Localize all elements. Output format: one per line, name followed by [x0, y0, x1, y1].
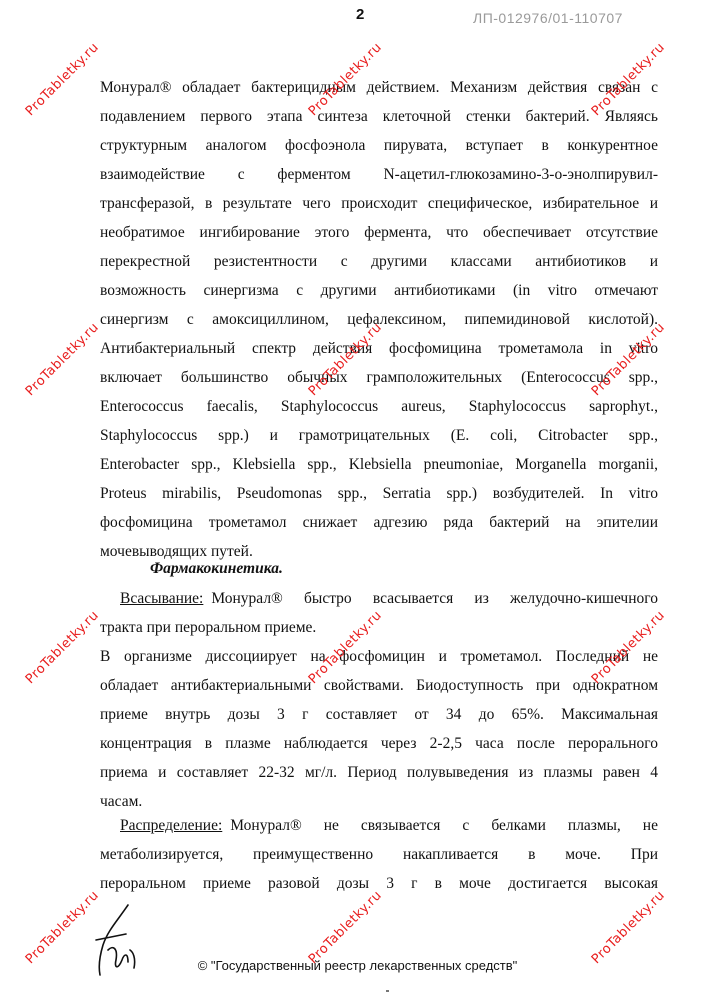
body-line: пероральном приеме разовой дозы 3 г в моче достигается высокая: [100, 875, 658, 892]
watermark: ProTabletky.ru: [305, 39, 386, 120]
watermark: ProTabletky.ru: [305, 319, 386, 400]
body-line: Антибактериальный спектр действия фосфомицина трометамола in vitro: [100, 340, 658, 357]
body-line: необратимое ингибирование этого фермента, что обеспечивает отсутствие: [100, 224, 658, 241]
watermark: ProTabletky.ru: [588, 887, 669, 968]
body-line: В организме диссоциирует на фосфомицин и трометамол. Последний не: [100, 648, 658, 665]
distribution-first-line-text: Монурал® не связывается с белками плазмы, не: [230, 817, 658, 834]
body-line: обладает антибактериальными свойствами. Биодоступность при однократном: [100, 677, 658, 694]
body-line: Enterococcus faecalis, Staphylococcus aureus, Staphylococcus saprophyt.,: [100, 398, 658, 415]
watermark: ProTabletky.ru: [588, 319, 669, 400]
body-line: фосфомицина трометамол снижает адгезию ряда бактерий на эпителии: [100, 514, 658, 531]
page-number: 2: [356, 6, 365, 23]
watermark: ProTabletky.ru: [22, 319, 103, 400]
absorption-label: Всасывание:: [120, 590, 204, 607]
body-line: трансферазой, в результате чего происходит специфическое, избирательное и: [100, 195, 658, 212]
body-line: возможность синергизма с другими антибиотиками (in vitro отмечают: [100, 282, 658, 299]
absorption-first-line: [120, 589, 658, 609]
document-id-stamp: ЛП-012976/01-110707: [473, 10, 623, 26]
watermark: ProTabletky.ru: [22, 887, 103, 968]
section-heading-pharmacokinetics: Фармакокинетика.: [150, 560, 283, 577]
body-line: метаболизируется, преимущественно накапливается в моче. При: [100, 846, 658, 863]
body-line: подавлением первого этапа синтеза клеточной стенки бактерий. Являясь: [100, 108, 658, 125]
body-line: взаимодействие с ферментом N-ацетил-глюкозамино-3-о-энолпирувил-: [100, 166, 658, 183]
absorption-first-line-text: Монурал® быстро всасывается из желудочно-кишечного: [211, 590, 658, 607]
watermark: ProTabletky.ru: [305, 887, 386, 968]
body-line: приема и составляет 22-32 мг/л. Период полувыведения из плазмы равен 4: [100, 764, 658, 781]
body-line: перекрестной резистентности с другими классами антибиотиков и: [100, 253, 658, 270]
body-line: включает большинство обычных грамположительных (Enterococcus spp.,: [100, 369, 658, 386]
body-line: Staphylococcus spp.) и грамотрицательных (E. coli, Citrobacter spp.,: [100, 427, 658, 444]
body-line: концентрация в плазме наблюдается через 2-2,5 часа после перорального: [100, 735, 658, 752]
distribution-label: Распределение:: [120, 817, 223, 834]
body-line: мочевыводящих путей.: [100, 543, 253, 560]
body-line: тракта при пероральном приеме.: [100, 619, 317, 636]
body-line: Enterobacter spp., Klebsiella spp., Klebsiella pneumoniae, Morganella morganii,: [100, 456, 658, 473]
distribution-first-line: [120, 816, 658, 836]
footer-copyright: © "Государственный реестр лекарственных средств": [197, 958, 518, 973]
scan-speck: [386, 990, 389, 992]
body-line: часам.: [100, 793, 143, 810]
watermark: ProTabletky.ru: [22, 607, 103, 688]
body-line: синергизм с амоксициллином, цефалексином, пипемидиновой кислотой).: [100, 311, 658, 328]
body-line: Монурал® обладает бактерицидным действием. Механизм действия связан с: [100, 79, 658, 96]
body-line: Proteus mirabilis, Pseudomonas spp., Serratia spp.) возбудителей. In vitro: [100, 485, 658, 502]
body-line: приеме внутрь дозы 3 г составляет от 34 до 65%. Максимальная: [100, 706, 658, 723]
watermark: ProTabletky.ru: [588, 39, 669, 120]
watermark: ProTabletky.ru: [22, 39, 103, 120]
watermark: ProTabletky.ru: [588, 607, 669, 688]
body-line: структурным аналогом фосфоэнола пирувата, вступает в конкурентное: [100, 137, 658, 154]
watermark: ProTabletky.ru: [305, 607, 386, 688]
